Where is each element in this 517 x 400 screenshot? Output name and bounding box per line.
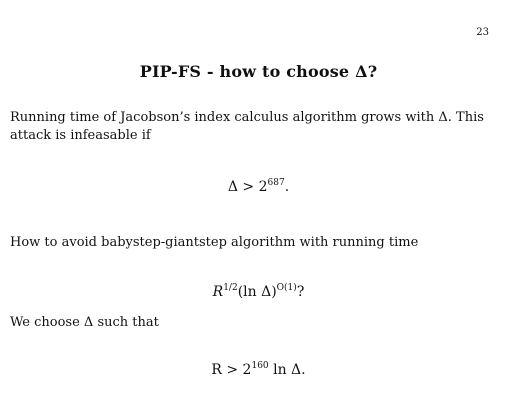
eq2-log-term: (ln Δ) <box>237 284 277 300</box>
eq3-lhs: R > 2 <box>211 362 252 378</box>
equation-delta-bound <box>0 179 517 195</box>
paragraph-bsgs: How to avoid babystep-giantstep algorithm with running time <box>10 235 419 250</box>
eq2-tail: ? <box>296 284 305 300</box>
eq2-exponent-big-o: O(1) <box>276 283 297 293</box>
equation-r-bound <box>0 362 517 378</box>
equation-running-time <box>0 284 517 300</box>
eq1-tail: . <box>284 179 290 195</box>
slide-title: PIP-FS - how to choose Δ? <box>139 62 378 81</box>
eq2-exponent-half: 1/2 <box>223 283 238 293</box>
eq1-lhs: Δ > 2 <box>227 179 268 195</box>
page-number: 23 <box>476 27 489 38</box>
paragraph-choose-delta: We choose Δ such that <box>10 315 159 330</box>
eq1-exponent: 687 <box>267 178 285 188</box>
paragraph-jacobson: Running time of Jacobson’s index calculus algorithm grows with Δ. This attack is infeasable if <box>10 110 484 143</box>
eq3-tail: ln Δ. <box>268 362 306 378</box>
eq2-base: R <box>212 284 224 300</box>
eq3-exponent: 160 <box>251 361 269 371</box>
